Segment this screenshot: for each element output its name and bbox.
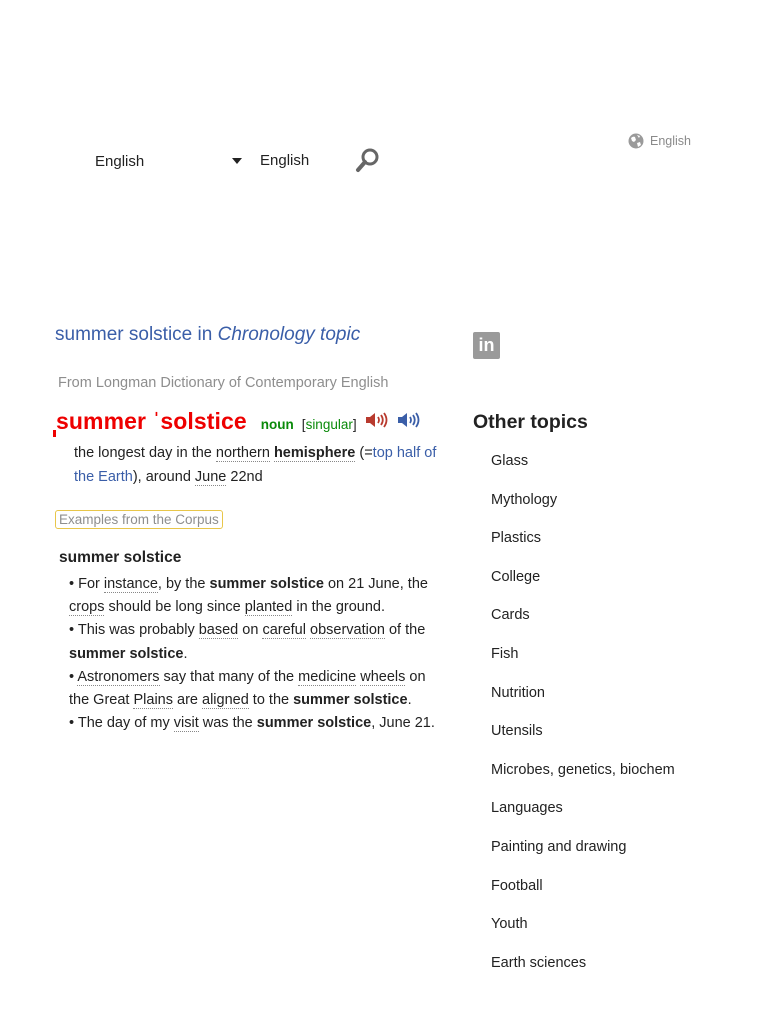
word-link[interactable]: careful [262, 622, 306, 639]
hyphenation-mark [53, 430, 56, 437]
word-link[interactable]: hemisphere [273, 445, 356, 461]
other-topics-list [491, 452, 675, 992]
word-link[interactable]: Astronomers [77, 668, 160, 685]
example-text: , by the [157, 576, 210, 592]
definition-text: ), around [132, 468, 195, 485]
example-text: to the [248, 692, 294, 709]
topic-item[interactable]: College [491, 568, 541, 585]
example-text: say that many of the [159, 668, 299, 685]
grammar-close: ] [352, 417, 357, 432]
topic-item[interactable]: Mythology [491, 491, 558, 508]
definition-text: the longest day in the [74, 445, 216, 461]
example-text: of the [384, 622, 426, 639]
corpus-examples-button[interactable]: Examples from the Corpus [55, 510, 223, 529]
topic-item[interactable]: Glass [491, 453, 529, 469]
example-item [69, 573, 439, 619]
headword: summer ˈsolstice [56, 408, 247, 434]
examples-heading: summer solstice [59, 549, 182, 566]
example-text: • For [69, 576, 104, 592]
word-link[interactable]: northern [215, 445, 270, 461]
example-text: are [172, 692, 202, 709]
word-link[interactable]: crops [69, 599, 105, 616]
search-icon [354, 146, 382, 174]
definition [74, 442, 444, 489]
word-link[interactable]: June [194, 468, 227, 485]
search-button[interactable] [354, 146, 382, 174]
example-text: • The day of my [69, 715, 174, 732]
example-text: . [183, 645, 188, 662]
example-text: was the [198, 715, 257, 732]
topic-item[interactable]: Utensils [491, 723, 543, 740]
example-item [69, 619, 439, 665]
example-text: on 21 June, the [323, 576, 428, 592]
topic-item[interactable]: Youth [491, 916, 528, 933]
speaker-icon-red[interactable] [365, 411, 389, 429]
topic-item[interactable]: Painting and drawing [491, 838, 627, 855]
grammar-label [302, 417, 357, 432]
topic-item[interactable]: Languages [491, 800, 563, 817]
word-link[interactable]: planted [244, 599, 293, 616]
site-language-switch[interactable] [628, 133, 691, 149]
grammar-open: [ [301, 417, 306, 432]
example-text: in the ground. [292, 599, 386, 616]
topic-link[interactable]: Chronology topic [217, 324, 361, 345]
topic-item[interactable]: Nutrition [491, 684, 545, 701]
examples-list [69, 573, 439, 735]
example-item [69, 666, 439, 712]
other-topics-heading: Other topics [473, 411, 588, 433]
site-language-label: English [650, 134, 691, 148]
example-keyword: summer solstice [209, 576, 324, 592]
word-link[interactable]: aligned [202, 692, 249, 709]
word-link[interactable]: medicine [298, 668, 357, 685]
word-link[interactable]: based [198, 622, 239, 639]
headword-line [56, 408, 421, 435]
globe-icon [628, 133, 644, 149]
example-keyword: summer solstice [293, 692, 408, 709]
definition-text: 22nd [226, 468, 263, 485]
word-link[interactable]: wheels [360, 668, 406, 685]
page-title [55, 324, 360, 346]
example-text: should be long since [104, 599, 245, 616]
linkedin-icon[interactable]: in [473, 332, 500, 359]
example-item [69, 712, 439, 735]
topic-item[interactable]: Cards [491, 607, 530, 624]
word-link[interactable]: Plains [133, 692, 173, 709]
speaker-icon-blue[interactable] [397, 411, 421, 429]
topic-prefix: summer solstice in [55, 324, 218, 345]
definition-gloss: top half of the Earth [74, 445, 437, 485]
example-text: , June 21. [371, 715, 435, 732]
dictionary-source: From Longman Dictionary of Contemporary English [58, 375, 389, 391]
topic-item[interactable]: Fish [491, 645, 519, 662]
topic-item[interactable]: Football [491, 877, 543, 894]
example-text: on [238, 622, 263, 639]
word-link[interactable]: visit [173, 715, 199, 732]
example-text: • This was probably [69, 622, 199, 639]
topic-item[interactable]: Plastics [491, 530, 541, 547]
target-language-select[interactable]: English [260, 152, 310, 169]
source-language-select[interactable] [95, 150, 245, 172]
source-language-label: English [95, 152, 145, 170]
part-of-speech: noun [260, 417, 294, 432]
definition-text: (= [355, 445, 373, 461]
example-keyword: summer solstice [256, 715, 372, 732]
chevron-down-icon [232, 158, 242, 164]
topic-item[interactable]: Microbes, genetics, biochem [491, 761, 675, 778]
word-link[interactable]: instance [103, 576, 158, 592]
example-text: • [69, 668, 78, 685]
example-keyword: summer solstice [69, 645, 184, 662]
example-text: on the Great [69, 668, 426, 709]
example-text: . [407, 692, 412, 709]
word-link[interactable]: observation [310, 622, 385, 639]
grammar-value: singular [305, 417, 353, 432]
topic-item[interactable]: Earth sciences [491, 954, 587, 971]
